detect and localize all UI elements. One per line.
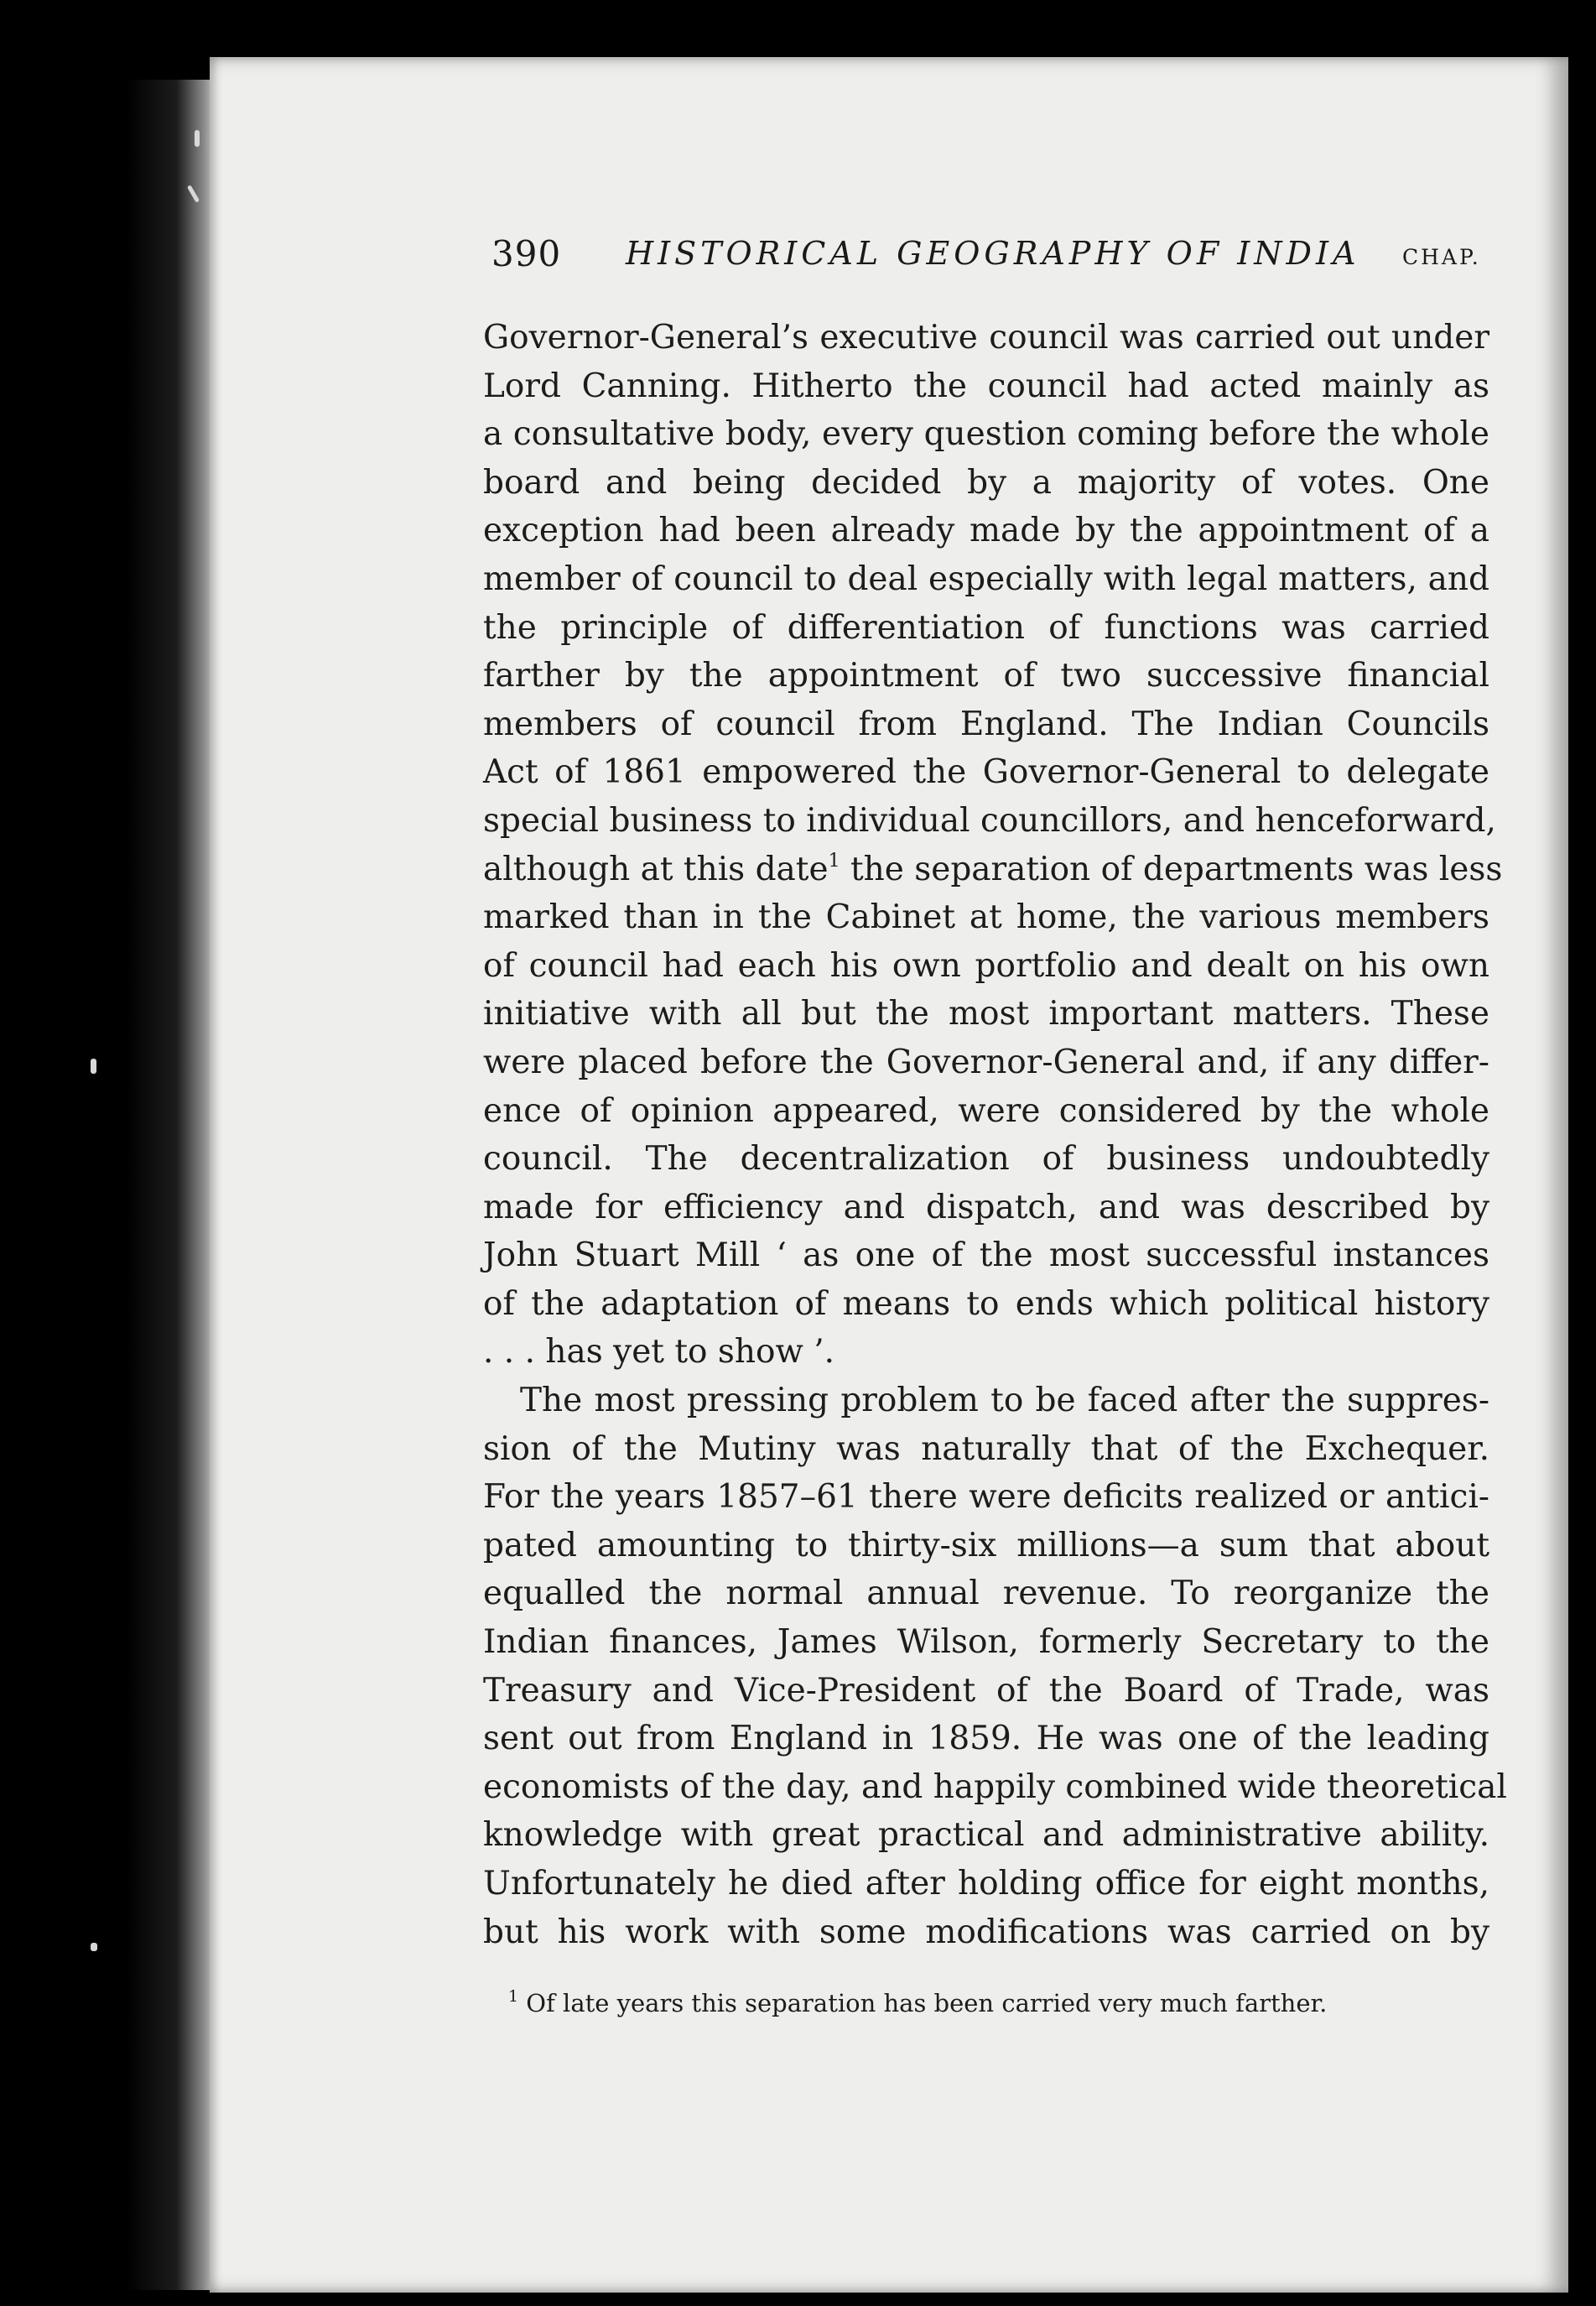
text-line: sion of the Mutiny was naturally that of the Exchequer. <box>483 1429 1489 1468</box>
scan-edge-mark <box>91 1943 97 1951</box>
text-line: Lord Canning. Hitherto the council had acted mainly as <box>483 367 1489 405</box>
text-line: pated amounting to thirty-six millions—a sum that about <box>483 1526 1489 1564</box>
text-line: knowledge with great practical and administrative ability. <box>483 1816 1489 1855</box>
text-line: members of council from England. The Indian Councils <box>483 705 1489 743</box>
scan-edge-mark <box>195 130 200 147</box>
book-binding-shadow <box>126 80 218 2290</box>
text-line: council. The decentralization of business undoubtedly <box>483 1140 1489 1179</box>
text-line: board and being decided by a majority of votes. One <box>483 463 1489 502</box>
running-title: HISTORICAL GEOGRAPHY OF INDIA <box>626 235 1360 272</box>
text-line: ence of opinion appeared, were considered by the whole <box>483 1091 1489 1130</box>
text-line: . . . has yet to show ’. <box>483 1333 835 1372</box>
text-line: sent out from England in 1859. He was one of the leading <box>483 1720 1489 1758</box>
text-line: For the years 1857–61 there were deficits realized or antici- <box>483 1478 1489 1517</box>
footnote <box>508 1986 1464 2020</box>
text-line: member of council to deal especially with legal matters, and <box>483 560 1489 598</box>
text-line: Act of 1861 empowered the Governor-General to delegate <box>483 753 1489 792</box>
text-line: initiative with all but the most important matters. These <box>483 995 1489 1033</box>
running-header <box>491 233 1498 284</box>
footnote-text: Of late years this separation has been carried very much farther. <box>518 1989 1328 2017</box>
text-line: a consultative body, every question coming before the whole <box>483 415 1489 454</box>
text-line: equalled the normal annual revenue. To reorganize the <box>483 1575 1489 1613</box>
text-line: Unfortunately he died after holding office for eight months, <box>483 1865 1489 1903</box>
footnote-marker: 1 <box>508 1987 519 2006</box>
text-line: John Stuart Mill ‘ as one of the most successful instances <box>483 1236 1489 1275</box>
paragraph <box>483 314 1503 1377</box>
text-line: marked than in the Cabinet at home, the various members <box>483 898 1489 937</box>
text-line: The most pressing problem to be faced after the suppres- <box>520 1382 1489 1420</box>
chapter-abbreviation: CHAP. <box>1402 245 1481 269</box>
text-line: Indian finances, James Wilson, formerly Secretary to the <box>483 1623 1489 1662</box>
body-text <box>483 314 1507 1956</box>
text-line: were placed before the Governor-General and, if any differ- <box>483 1043 1489 1081</box>
text-line: the principle of differentiation of functions was carried <box>483 608 1489 647</box>
page-number: 390 <box>491 233 562 274</box>
text-line: Governor-General’s executive council was carried out under <box>483 319 1489 357</box>
text-line: but his work with some modifications was carried on by <box>483 1913 1489 1951</box>
text-fragment: the separation of departments was less <box>840 850 1503 888</box>
text-line: of council had each his own portfolio and dealt on his own <box>483 946 1489 985</box>
text-line: Treasury and Vice-President of the Board of Trade, was <box>483 1671 1489 1710</box>
text-line: exception had been already made by the appointment of a <box>483 512 1489 550</box>
text-line: of the adaptation of means to ends which political history <box>483 1284 1489 1323</box>
text-line: farther by the appointment of two successive financial <box>483 657 1489 695</box>
text-line-with-footnote-ref <box>483 846 1503 894</box>
footnote-reference: 1 <box>828 850 840 872</box>
paragraph <box>483 1377 1507 1956</box>
text-line: made for efficiency and dispatch, and was described by <box>483 1188 1489 1226</box>
text-line: economists of the day, and happily combined wide theoretical <box>483 1767 1507 1806</box>
scan-edge-mark <box>91 1059 96 1074</box>
text-line: special business to individual councillors, and henceforward, <box>483 801 1496 840</box>
text-fragment: although at this date <box>483 850 829 888</box>
